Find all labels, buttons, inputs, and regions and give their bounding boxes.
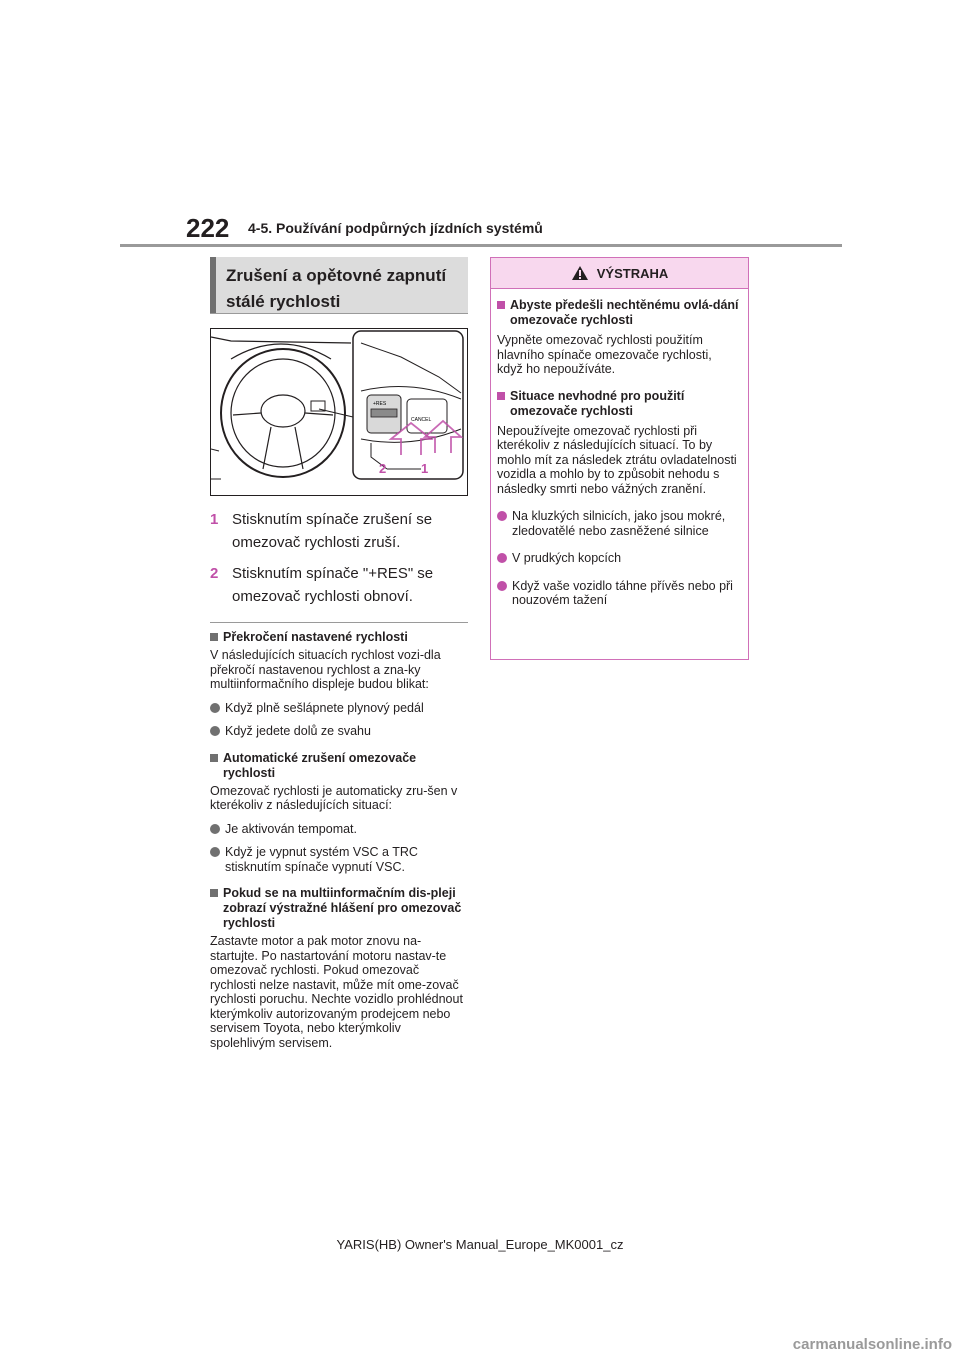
list-item-text: V prudkých kopcích: [512, 551, 622, 565]
paragraph: Zastavte motor a pak motor znovu na-startujte. Po nastartování motoru nastav-te omezovač rychlosti. Pokud omezovač rychlosti nelze nastavit, může mít ome-zovač rychlosti poruchu. Nechte vozidlo prohlédnout kterýmkoliv autorizovaným prodejcem nebo servisem Toyota, nebo kterýmkoliv spolehlivým servisem.: [210, 934, 463, 1050]
paragraph: Nepoužívejte omezovač rychlosti při kterékoliv z následujících situací. To by mohlo mít za následek ztrátu ovladatelnosti vozidla a mohlo by to způsobit nehodu s následky smrti nebo vážných zranění.: [497, 423, 737, 496]
page-footer: YARIS(HB) Owner's Manual_Europe_MK0001_cz: [336, 1237, 624, 1252]
list-item-text: Je aktivován tempomat.: [225, 821, 358, 836]
square-bullet-icon: [497, 301, 505, 309]
warning-title: VÝSTRAHA: [596, 265, 669, 281]
list-item: [497, 579, 740, 608]
subheading-text: Abyste předešli nechtěnému ovlá-dání omezovače rychlosti: [510, 298, 739, 327]
step-number: 2: [210, 565, 219, 582]
list-item: [497, 551, 740, 566]
callout-1: 1: [421, 461, 429, 476]
subheading-speed-exceeded: [210, 630, 468, 645]
warning-header: [491, 258, 748, 289]
square-bullet-icon: [497, 392, 505, 400]
paragraph: Omezovač rychlosti je automaticky zru-šen v kterékoliv z následujících situací:: [210, 783, 458, 812]
left-column: [210, 257, 468, 1050]
paragraph: Vypněte omezovač rychlosti použitím hlavního spínače omezovače rychlosti, když ho nepoužíváte.: [497, 333, 712, 376]
paragraph: V následujících situacích rychlost vozi-dla překročí nastavenou rychlost a zna-ky multiinformačního displeje budou blikat:: [210, 648, 441, 691]
step-item: [210, 562, 468, 608]
list-item: [497, 509, 740, 538]
steering-wheel-figure: [210, 328, 468, 496]
steps-list: [210, 508, 468, 608]
watermark: carmanualsonline.info: [792, 1336, 952, 1353]
step-number: 1: [210, 511, 219, 528]
callout-2: 2: [379, 461, 387, 476]
subheading-text: Automatické zrušení omezovače rychlosti: [223, 750, 417, 780]
subheading-text: Situace nevhodné pro použití omezovače rychlosti: [510, 388, 685, 418]
warning-subheading: [497, 389, 740, 419]
subheading-warning-message: [210, 886, 468, 931]
cancel-button-label: CANCEL: [411, 417, 432, 423]
circle-bullet-icon: [210, 847, 220, 857]
circle-bullet-icon: [210, 726, 220, 736]
list-item-text: Na kluzkých silnicích, jako jsou mokré, zledovatělé nebo zasněžené silnice: [512, 509, 726, 538]
circle-bullet-icon: [497, 553, 507, 563]
step-text: Stisknutím spínače "+RES" se omezovač rychlosti obnoví.: [232, 565, 434, 605]
warning-triangle-icon: [571, 265, 589, 281]
subheading-text: Překročení nastavené rychlosti: [223, 630, 408, 644]
warning-body: [491, 289, 748, 608]
section-heading: Zrušení a opětovné zapnutí stálé rychlosti: [210, 257, 468, 313]
list-item: [210, 822, 468, 837]
circle-bullet-icon: [497, 511, 507, 521]
res-button-label: +RES: [373, 401, 387, 407]
steering-wheel-illustration: [211, 329, 467, 495]
circle-bullet-icon: [497, 581, 507, 591]
step-text: Stisknutím spínače zrušení se omezovač rychlosti zruší.: [232, 511, 433, 551]
list-item: [210, 701, 468, 716]
circle-bullet-icon: [210, 703, 220, 713]
step-item: [210, 508, 468, 554]
section-title: 4-5. Používání podpůrných jízdních systémů: [248, 220, 543, 236]
list-item-text: Když plně sešlápnete plynový pedál: [225, 700, 424, 715]
warning-box: [490, 257, 749, 660]
square-bullet-icon: [210, 889, 218, 897]
warning-subheading: [497, 298, 740, 328]
list-item-text: Když vaše vozidlo táhne přívěs nebo při nouzovém tažení: [512, 578, 733, 607]
header-rule: [120, 244, 842, 247]
subheading-auto-cancel: [210, 751, 468, 781]
subheading-text: Pokud se na multiinformačním dis-pleji zobrazí výstražné hlášení pro omezovač rychlosti: [223, 886, 462, 930]
list-item-text: Když je vypnut systém VSC a TRC stisknutím spínače vypnutí VSC.: [225, 845, 418, 874]
square-bullet-icon: [210, 754, 218, 762]
list-item-text: Když jedete dolů ze svahu: [225, 724, 371, 738]
page-number: 222: [186, 213, 230, 243]
list-item: [210, 845, 468, 874]
circle-bullet-icon: [210, 824, 220, 834]
list-item: [210, 724, 468, 739]
square-bullet-icon: [210, 633, 218, 641]
section-divider: [210, 622, 468, 623]
